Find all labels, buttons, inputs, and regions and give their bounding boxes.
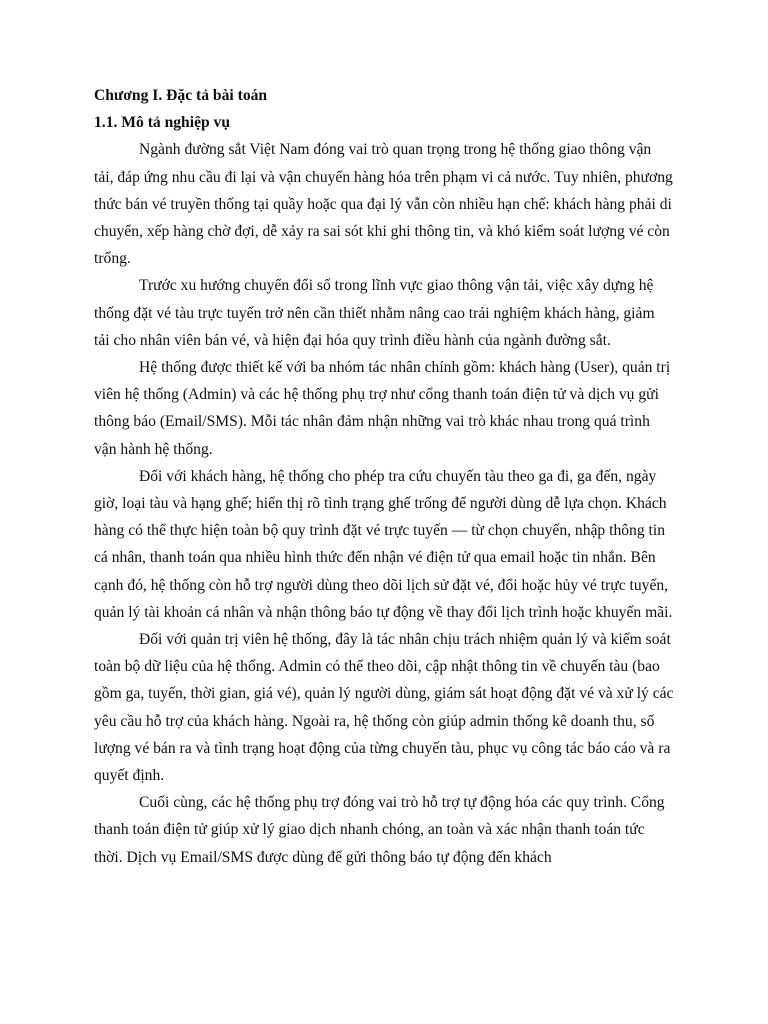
- paragraph-customer: Đối với khách hàng, hệ thống cho phép tra cứu chuyến tàu theo ga đi, ga đến, ngày giờ, loại tàu và hạng ghế; hiển thị rõ tình trạng ghế trống để người dùng dễ lựa chọn. Khách hàng có thể thực hiện toàn bộ quy trình đặt vé trực tuyến — từ chọn chuyến, nhập thông tin cá nhân, thanh toán qua nhiều hình thức đến nhận vé điện tử qua email hoặc tin nhắn. Bên cạnh đó, hệ thống còn hỗ trợ người dùng theo dõi lịch sử đặt vé, đổi hoặc hủy vé trực tuyến, quản lý tài khoản cá nhân và nhận thông báo tự động về thay đổi lịch trình hoặc khuyến mãi.: [94, 467, 673, 621]
- chapter-title: Chương I. Đặc tả bài toán: [94, 87, 268, 104]
- section-title: 1.1. Mô tả nghiệp vụ: [94, 114, 231, 132]
- paragraph-digital-transformation: Trước xu hướng chuyển đổi số trong lĩnh vực giao thông vận tải, việc xây dựng hệ thống đặt vé tàu trực tuyến trở nên cần thiết nhằm nâng cao trải nghiệm khách hàng, giảm tải cho nhân viên bán vé, và hiện đại hóa quy trình điều hành của ngành đường sắt.: [94, 277, 655, 349]
- paragraph-admin: Đối với quản trị viên hệ thống, đây là tác nhân chịu trách nhiệm quản lý và kiểm soát toàn bộ dữ liệu của hệ thống. Admin có thể theo dõi, cập nhật thông tin về chuyến tàu (bao gồm ga, tuyến, thời gian, giá vé), quản lý người dùng, giám sát hoạt động đặt vé và xử lý các yêu cầu hỗ trợ của khách hàng. Ngoài ra, hệ thống còn giúp admin thống kê doanh thu, số lượng vé bán ra và tình trạng hoạt động của từng chuyến tàu, phục vụ công tác báo cáo và ra quyết định.: [94, 631, 674, 785]
- paragraph-support-systems: Cuối cùng, các hệ thống phụ trợ đóng vai trò hỗ trợ tự động hóa các quy trình. Cổng thanh toán điện tử giúp xử lý giao dịch nhanh chóng, an toàn và xác nhận thanh toán tức thời. Dịch vụ Email/SMS được dùng để gửi thông báo tự động đến khách: [94, 794, 665, 866]
- paragraph-actors: Hệ thống được thiết kế với ba nhóm tác nhân chính gồm: khách hàng (User), quản trị viên hệ thống (Admin) và các hệ thống phụ trợ như cổng thanh toán điện tử và dịch vụ gửi thông báo (Email/SMS). Mỗi tác nhân đảm nhận những vai trò khác nhau trong quá trình vận hành hệ thống.: [94, 359, 671, 458]
- paragraph-intro: Ngành đường sắt Việt Nam đóng vai trò quan trọng trong hệ thống giao thông vận tải, đáp ứng nhu cầu đi lại và vận chuyển hàng hóa trên phạm vi cả nước. Tuy nhiên, phương thức bán vé truyền thống tại quầy hoặc qua đại lý vẫn còn nhiều hạn chế: khách hàng phải di chuyển, xếp hàng chờ đợi, dễ xảy ra sai sót khi ghi thông tin, và khó kiểm soát lượng vé còn trống.: [94, 141, 673, 268]
- document-page: [94, 82, 674, 871]
